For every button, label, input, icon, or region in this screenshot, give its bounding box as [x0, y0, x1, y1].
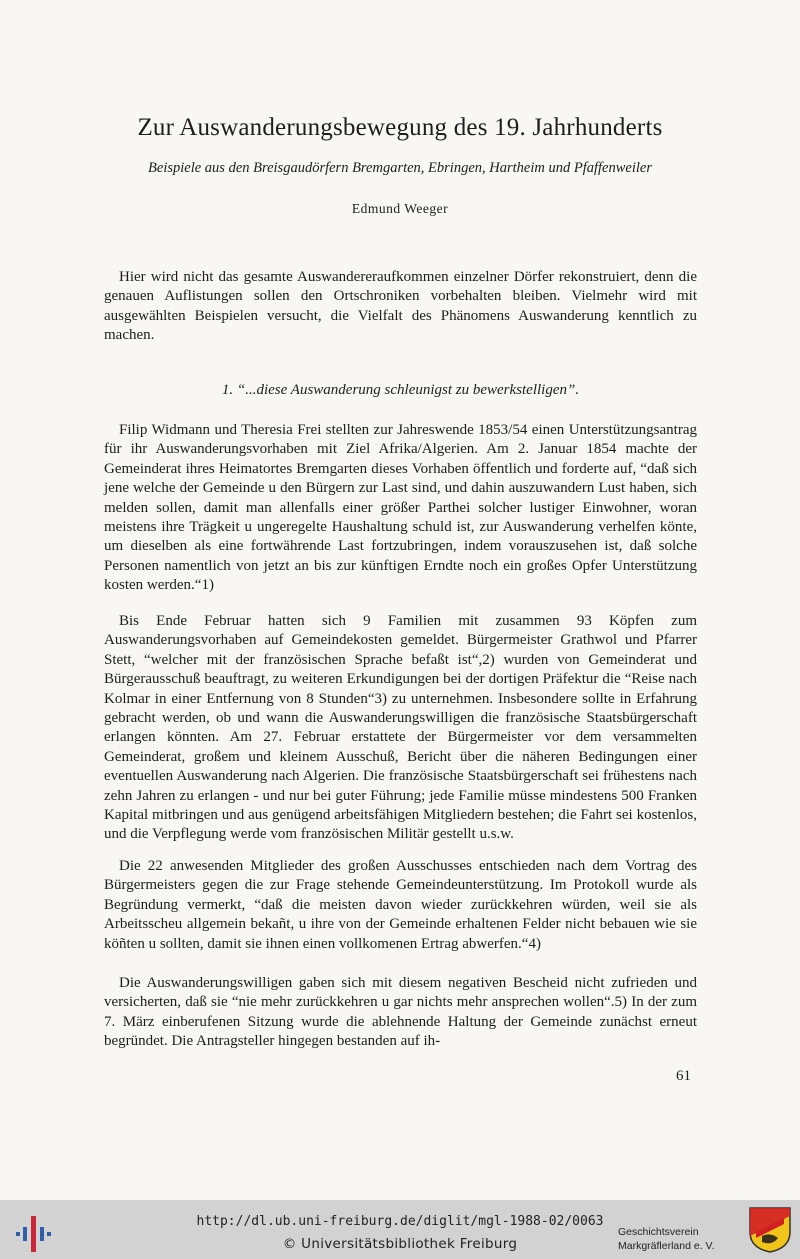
article-subtitle: Beispiele aus den Breisgaudörfern Bremgarten, Ebringen, Hartheim und Pfaffenweiler: [148, 160, 652, 176]
body-paragraph-4: Die Auswanderungswilligen gaben sich mit diesem negativen Bescheid nicht zufrieden und versicherten, daß sie “nie mehr zurückkehren u gar nichts mehr ansprechen wollen“.5) In der zum 7. März einberufenen Sitzung wurde die ablehnende Haltung der Gemeinde zunächst erneut begründet. Die Antragsteller hingegen bestanden auf ih-: [104, 975, 697, 1050]
publisher-line-2: Markgräflerland e. V.: [618, 1240, 715, 1252]
publisher-line-1: Geschichtsverein: [618, 1226, 699, 1238]
publisher-name: [618, 1225, 715, 1253]
body-paragraph-1: Filip Widmann und Theresia Frei stellten zur Jahreswende 1853/54 einen Unterstützungsantrag für ihr Auswanderungsvorhaben mit Ziel Afrika/Algerien. Am 2. Januar 1854 machte der Gemeinderat ihres Heimatortes Bremgarten dieses Vorhaben öffentlich und forderte auf, “daß sich jene welche der Gemeinde u den Bürgern zur Last sind, und dahin auszuwandern Lust haben, sich melden sollen, damit man allenfalls einer größer Parthei solcher lustiger Einwohner, woran meistens ihre Trägkeit u ungeregelte Haushaltung schuld ist, zur Auswanderung verhelfen könte, um dieselben als eine fortwährende Last fortzubringen, indem vorauszusehen ist, daß solche Personen namentlich von jetzt an bis zur künftigen Erndte noch ein großes Opfer Unterstützung kosten werden.“1): [104, 422, 697, 594]
body-paragraph-3: Die 22 anwesenden Mitglieder des großen Ausschusses entschieden nach dem Vortrag des Bürgermeisters gegen die zur Frage stehende Gemeindeunterstützung. Im Protokoll wurde als Begründung vermerkt, “daß die meisten davon wieder zurückkehren würden, weil sie als Arbeitsscheu allgemein bekañt, u ihre von der Gemeinde erhaltenen Felder nicht bebauen wie sie köñten u sollten, damit sie ihnen einen vollkomenen Ertrag abwerfen.“4): [104, 858, 697, 952]
article-title: Zur Auswanderungsbewegung des 19. Jahrhunderts: [137, 114, 663, 141]
markgraeflerland-crest-icon: [748, 1206, 792, 1254]
section-heading: 1. “...diese Auswanderung schleunigst zu bewerkstelligen”.: [221, 382, 580, 398]
author-name: Edmund Weeger: [351, 201, 449, 216]
body-paragraph-2: Bis Ende Februar hatten sich 9 Familien mit zusammen 93 Köpfen zum Auswanderungsvorhaben auf Gemeindekosten gemeldet. Bürgermeister Grathwol und Pfarrer Stett, “welcher mit der französischen Sprache befaßt ist“,2) wurden von Gemeinderat und Bürgerausschuß beauftragt, zu weiteren Erkundigungen bei der dortigen Präfektur die “Reise nach Kolmar in einer Entfernung von 8 Stunden“3) zu unternehmen. Insbesondere sollte in Erfahrung gebracht werden, ob und wann die Auswanderungswilligen die französische Staatsbürgerschaft erlangen könnten. Am 27. Februar erstattete der Bürgermeister vor dem versammelten Gemeinderat, großem und kleinem Ausschuß, Bericht über die näheren Bedingungen einer eventuellen Auswanderung nach Algerien. Die französische Staatsbürgerschaft sei frühestens nach zehn Jahren zu erlangen - und nur bei guter Führung; jede Familie müsse mindestens 500 Franken Kapital mitbringen und aus genügend arbeitsfähigen Mitgliedern bestehen; die Fahrt sei kostenlos, und die Verpflegung werde vom französischen Militär gestellt u.s.w.: [104, 613, 697, 843]
page-number: 61: [676, 1068, 691, 1084]
copyright-notice: © Universitätsbibliothek Freiburg: [282, 1236, 518, 1252]
footer-bar: [0, 1200, 800, 1259]
permalink-url[interactable]: http://dl.ub.uni-freiburg.de/diglit/mgl-1988-02/0063: [196, 1214, 604, 1229]
intro-paragraph: Hier wird nicht das gesamte Auswandereraufkommen einzelner Dörfer rekonstruiert, denn die genauen Auflistungen sollen den Ortschroniken vorbehalten bleiben. Vielmehr wird mit ausgewählten Beispielen versucht, die Vielfalt des Phänomens Auswanderung kenntlich zu machen.: [104, 269, 697, 344]
